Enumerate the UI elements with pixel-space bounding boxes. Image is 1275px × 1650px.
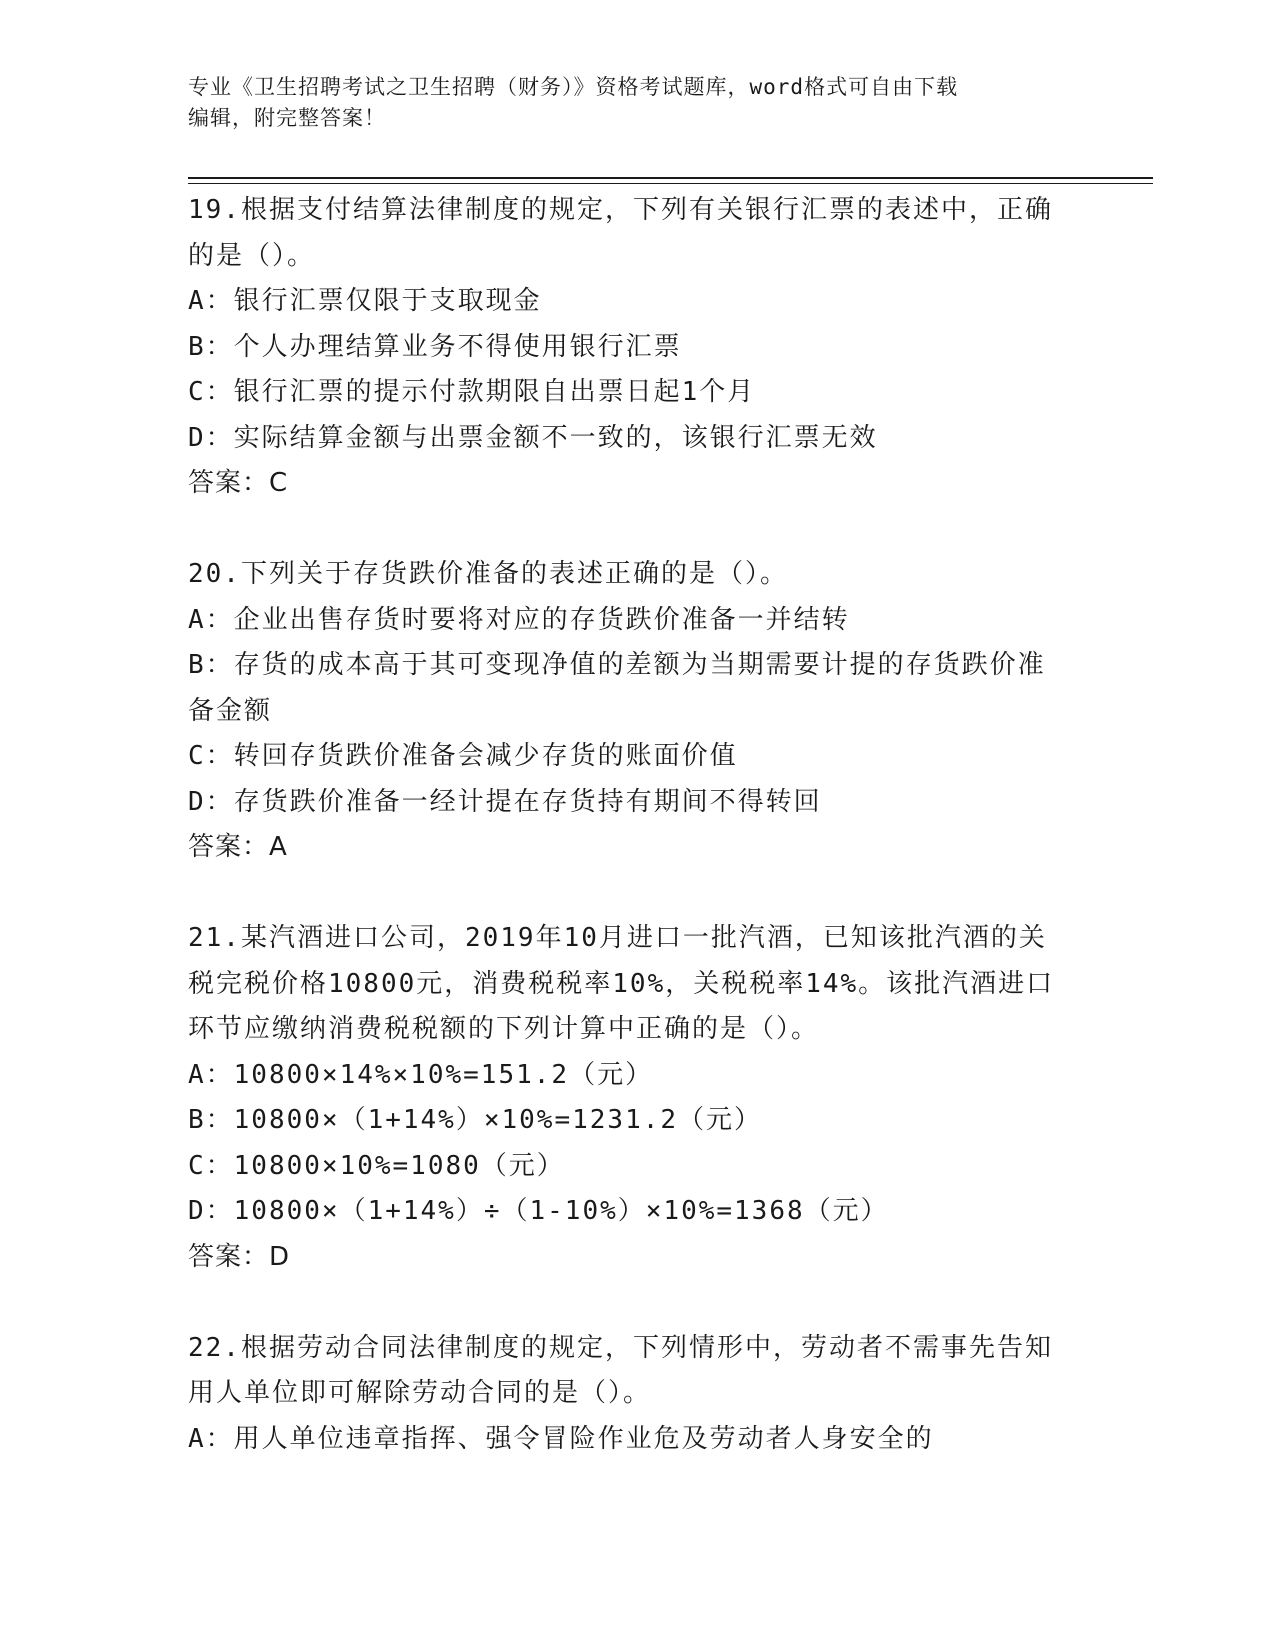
question-stem-line: 环节应缴纳消费税税额的下列计算中正确的是（）。 [188,1014,820,1044]
option-b: B：存货的成本高于其可变现净值的差额为当期需要计提的存货跌价准 [188,650,1046,680]
question-21 [188,916,1088,1280]
option-d: D：存货跌价准备一经计提在存货持有期间不得转回 [188,786,822,817]
option-a: A：企业出售存货时要将对应的存货跌价准备一并结转 [188,604,850,635]
question-stem-line: 用人单位即可解除劳动合同的是（）。 [188,1378,652,1408]
header-divider-thin [188,183,1153,184]
option-d: D：实际结算金额与出票金额不一致的，该银行汇票无效 [188,422,878,453]
header-divider-thick [188,177,1153,179]
option-c: C：10800×10%=1080（元） [188,1150,565,1181]
option-d: D：10800×（1+14%）÷（1-10%）×10%=1368（元） [188,1196,889,1226]
answer-line: 答案：C [188,468,289,498]
option-a: A：银行汇票仅限于支取现金 [188,286,542,316]
header-line-1: 专业《卫生招聘考试之卫生招聘（财务）》资格考试题库，word格式可自由下载 [188,75,959,99]
option-b: B：10800×（1+14%）×10%=1231.2（元） [188,1105,763,1135]
option-b: B：个人办理结算业务不得使用银行汇票 [188,331,682,362]
question-spacer [188,1280,1088,1326]
question-20 [188,552,1088,871]
question-stem-line: 22.根据劳动合同法律制度的规定，下列情形中，劳动者不需事先告知 [188,1332,1053,1363]
option-a: A：10800×14%×10%=151.2（元） [188,1059,654,1090]
document-header [188,72,1068,134]
question-19 [188,188,1088,507]
question-stem-line: 的是（）。 [188,240,316,271]
option-b-continued: 备金额 [188,695,273,726]
option-c: C：银行汇票的提示付款期限自出票日起1个月 [188,377,756,407]
question-spacer [188,871,1088,917]
option-c: C：转回存货跌价准备会减少存货的账面价值 [188,741,738,771]
question-stem-line: 20.下列关于存货跌价准备的表述正确的是（）。 [188,559,788,589]
header-line-2: 编辑，附完整答案！ [188,106,386,130]
option-a: A：用人单位违章指挥、强令冒险作业危及劳动者人身安全的 [188,1423,934,1454]
question-stem-line: 税完税价格10800元，消费税税率10%，关税税率14%。该批汽酒进口 [188,968,1055,999]
answer-line: 答案：A [188,832,288,862]
answer-line: 答案：D [188,1241,291,1272]
question-stem-line: 19.根据支付结算法律制度的规定，下列有关银行汇票的表述中，正确 [188,195,1053,225]
question-22 [188,1326,1088,1463]
question-spacer [188,507,1088,553]
question-stem-line: 21.某汽酒进口公司，2019年10月进口一批汽酒，已知该批汽酒的关 [188,923,1047,953]
question-list [188,188,1088,1462]
